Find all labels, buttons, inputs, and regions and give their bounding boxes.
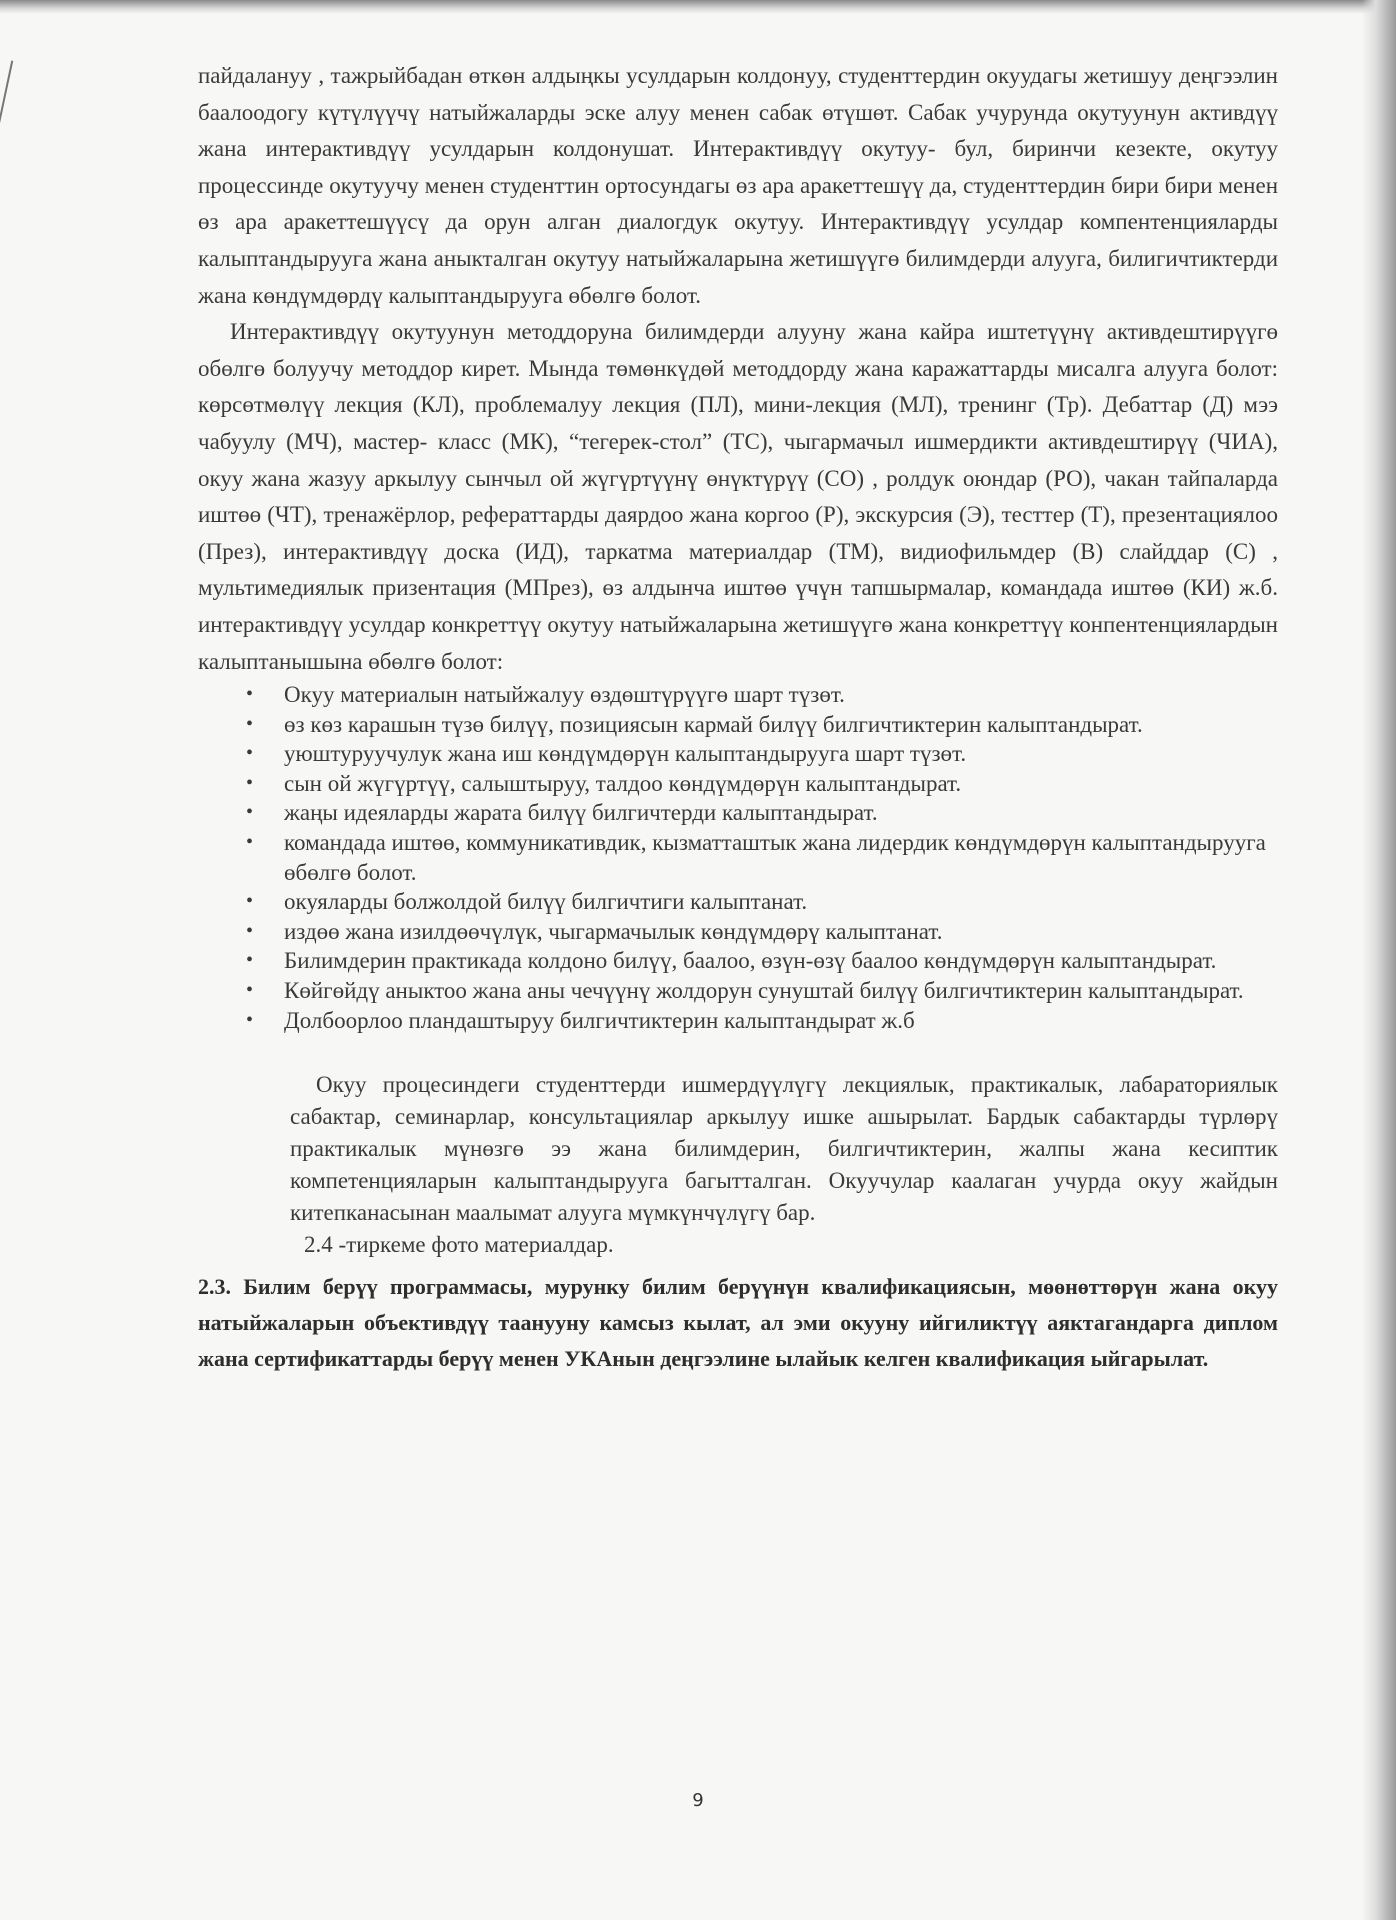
- section-heading: 2.3. Билим берүү программасы, мурунку билим берүүнүн квалификациясын, мөөнөттөрүн жана окуу натыйжаларын объективдүү таанууну камсыз кылат, ал эми окууну ийгиликтүү аяктагандарга диплом жана сертификаттарды берүү менен УКАнын деңгээлине ылайык келген квалификация ыйгарылат.: [198, 1274, 1278, 1372]
- scan-right-edge: [1362, 0, 1396, 1920]
- list-item: • Долбоорлоо пландаштыруу билгичтиктерин калыптандырат ж.б: [284, 1006, 1278, 1036]
- figure-reference: 2.4 -тиркеме фото материалдар.: [304, 1232, 614, 1258]
- bullet-icon: •: [246, 1008, 254, 1031]
- list-item: • окуяларды болжолдой билүү билгичтиги калыптанат.: [284, 887, 1278, 917]
- list-item: • уюштуруучулук жана иш көндүмдөрүн калыптандырууга шарт түзөт.: [284, 739, 1278, 769]
- list-item: • жаңы идеяларды жарата билүү билгичтерди калыптандырат.: [284, 798, 1278, 828]
- list-item: • издөө жана изилдөөчүлүк, чыгармачылык көндүмдөрү калыптанат.: [284, 917, 1278, 947]
- bullet-icon: •: [246, 712, 254, 735]
- bullet-icon: •: [246, 742, 254, 765]
- paragraph-2: Интерактивдүү окутуунун методдоруна билимдерди алууну жана кайра иштетүүнү активдештирүүгө обөлгө болуучу методдор кирет. Мында төмөнкүдөй методдорду жана каражаттарды мисалга алууга болот: көрсөтмөлүү лекция (КЛ), проблемалуу лекция (ПЛ), мини-лекция (МЛ), тренинг (Тр). Дебаттар (Д) мээ чабуулу (МЧ), мастер- класс (МК), “тегерек-стол” (ТС), чыгармачыл ишмердикти активдештирүү (ЧИА), окуу жана жазуу аркылуу сынчыл ой жүгүртүүнү өнүктүрүү (СО) , ролдук оюндар (РО), чакан тайпаларда иштөө (ЧТ), тренажёрлор, рефераттарды даярдоо жана коргоо (Р), экскурсия (Э), тесттер (Т), презентациялоо (През), интерактивдүү доска (ИД), таркатма материалдар (ТМ), видиофильмдер (В) слайддар (С) , мультимедиялык призентация (МПрез), өз алдынча иштөө үчүн тапшырмалар, командада иштөө (КИ) ж.б. интерактивдүү усулдар конкреттүү окутуу натыйжаларына жетишүүгө жана конкреттүү конпентенциялардын калыптанышына өбөлгө болот:: [198, 319, 1278, 674]
- paragraph-3: Окуу процесиндеги студенттерди ишмердүүлүгү лекциялык, практикалык, лабараториялык сабактар, семинарлар, консультациялар аркылуу ишке ашырылат. Бардык сабактарды түрлөрү практикалык мүнөзгө ээ жана билимдерин, билгичтиктерин, жалпы жана кесиптик компетенцияларын калыптандырууга багытталган. Окуучулар каалаган учурда окуу жайдын китепканасынан маалымат алууга мүмкүнчүлүгү бар. 2.4 -тиркеме фото материалдар.: [290, 1069, 1278, 1261]
- list-item: • Окуу материалын натыйжалуу өздөштүрүүгө шарт түзөт.: [284, 680, 1278, 710]
- bullet-icon: •: [246, 949, 254, 972]
- document-body: [198, 58, 1278, 1377]
- bullet-icon: •: [246, 683, 254, 706]
- page-number: 9: [692, 1790, 704, 1811]
- bullet-list: [198, 680, 1278, 1035]
- scan-top-edge: [0, 0, 1396, 14]
- list-item: • Билимдерин практикада колдоно билүү, баалоо, өзүн-өзү баалоо көндүмдөрүн калыптандырат.: [284, 946, 1278, 976]
- bullet-icon: •: [246, 979, 254, 1002]
- list-item: • Көйгөйдү аныктоо жана аны чечүүнү жолдорун сунуштай билүү билгичтиктерин калыптандырат.: [284, 976, 1278, 1006]
- list-item: • сын ой жүгүртүү, салыштыруу, талдоо көндүмдөрүн калыптандырат.: [284, 769, 1278, 799]
- bullet-icon: •: [246, 890, 254, 913]
- list-item: • командада иштөө, коммуникативдик, кызматташтык жана лидердик көндүмдөрүн калыптандырууга өбөлгө болот.: [246, 830, 1266, 885]
- scan-mark: [0, 61, 13, 130]
- bullet-icon: •: [246, 771, 254, 794]
- bullet-icon: •: [246, 919, 254, 942]
- paragraph-1: пайдалануу , тажрыйбадан өткөн алдыңкы усулдарын колдонуу, студенттердин окуудагы жетишуу деңгээлин баалоодогу күтүлүүчү натыйжаларды эске алуу менен сабак өтүшөт. Сабак учурунда окутуунун активдүү жана интерактивдүү усулдарын колдонушат. Интерактивдүү окутуу- бул, биринчи кезекте, окутуу процессинде окутуучу менен студенттин ортосундагы өз ара аракеттешүү да, студенттердин бири бири менен өз ара аракеттешүүсү да орун алган диалогдук окутуу. Интерактивдүү усулдар компентенцияларды калыптандырууга жана аныкталган окутуу натыйжаларына жетишүүгө билимдерди алууга, билигичтиктерди жана көндүмдөрдү калыптандырууга өбөлгө болот.: [198, 63, 1278, 308]
- bullet-icon: •: [246, 831, 254, 854]
- list-item: • өз көз карашын түзө билүү, позициясын кармай билүү билгичтиктерин калыптандырат.: [284, 710, 1278, 740]
- bullet-icon: •: [246, 801, 254, 824]
